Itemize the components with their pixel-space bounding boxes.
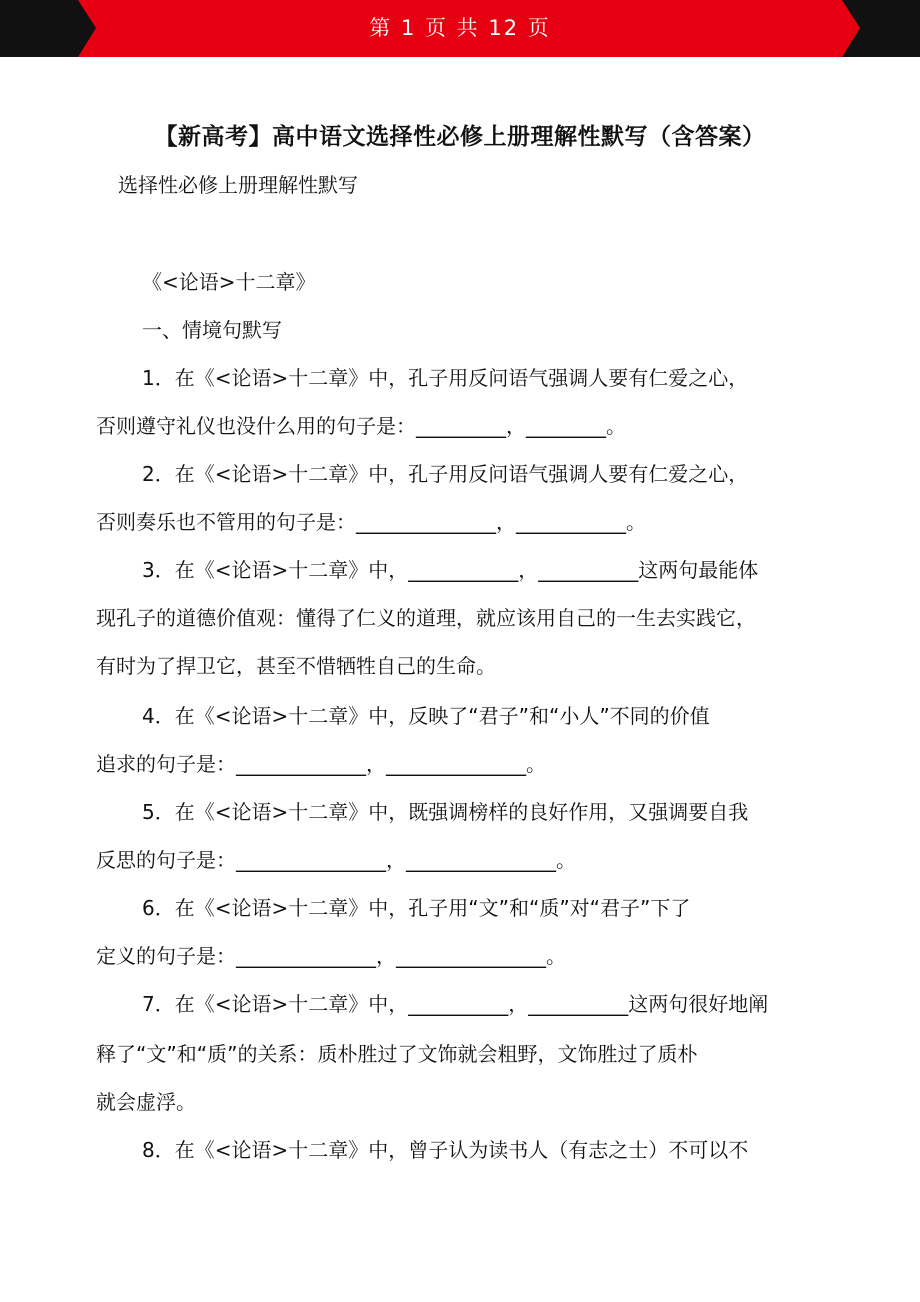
section-heading: 《<论语>十二章》 [142, 270, 316, 294]
question-6-line-2: 定义的句子是：______________，_______________。 [96, 944, 566, 968]
question-8-line-1: 8．在《<论语>十二章》中，曾子认为读书人（有志之士）不可以不 [142, 1138, 749, 1162]
question-7-line-2: 释了“文”和“质”的关系：质朴胜过了文饰就会粗野，文饰胜过了质朴 [96, 1042, 698, 1066]
question-4-line-1: 4．在《<论语>十二章》中，反映了“君子”和“小人”不同的价值 [142, 704, 710, 728]
page-header-banner [0, 0, 920, 57]
document-title: 【新高考】高中语文选择性必修上册理解性默写（含答案） [154, 124, 766, 150]
question-1-line-1: 1．在《<论语>十二章》中，孔子用反问语气强调人要有仁爱之心， [142, 366, 749, 390]
question-3-line-3: 有时为了捍卫它，甚至不惜牺牲自己的生命。 [96, 654, 496, 678]
question-7-line-3: 就会虚浮。 [96, 1090, 196, 1114]
question-7-line-1: 7．在《<论语>十二章》中，__________，__________这两句很好地阐 [142, 992, 769, 1016]
part-heading: 一、情境句默写 [142, 318, 282, 342]
question-6-line-1: 6．在《<论语>十二章》中，孔子用“文”和“质”对“君子”下了 [142, 896, 691, 920]
question-2-line-2: 否则奏乐也不管用的句子是：______________，___________。 [96, 510, 646, 534]
question-3-line-2: 现孔子的道德价值观：懂得了仁义的道理，就应该用自己的一生去实践它， [96, 606, 756, 630]
document-subtitle: 选择性必修上册理解性默写 [118, 173, 358, 197]
question-5-line-1: 5．在《<论语>十二章》中，既强调榜样的良好作用，又强调要自我 [142, 800, 749, 824]
question-1-line-2: 否则遵守礼仪也没什么用的句子是：_________，________。 [96, 414, 626, 438]
question-3-line-1: 3．在《<论语>十二章》中，___________，__________这两句最能体 [142, 558, 759, 582]
question-2-line-1: 2．在《<论语>十二章》中，孔子用反问语气强调人要有仁爱之心， [142, 462, 749, 486]
question-4-line-2: 追求的句子是：_____________，______________。 [96, 752, 546, 776]
question-5-line-2: 反思的句子是：_______________，_______________。 [96, 848, 576, 872]
page-indicator: 第 1 页 共 12 页 [369, 16, 551, 40]
